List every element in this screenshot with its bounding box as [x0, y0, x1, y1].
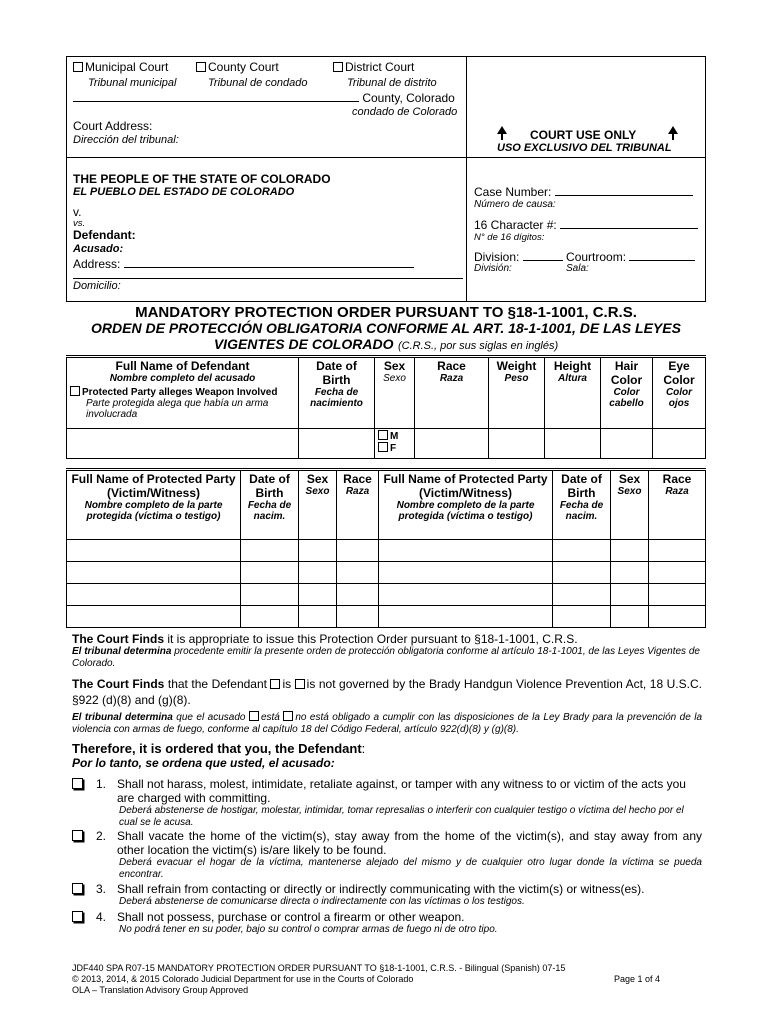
- def-name-cell[interactable]: [67, 429, 299, 459]
- arrow-up-icon: [497, 121, 507, 139]
- def-weight-cell[interactable]: [489, 429, 545, 459]
- height-header: Height Altura: [545, 357, 601, 429]
- table-row: [67, 562, 706, 584]
- brady-is-checkbox[interactable]: [270, 679, 280, 689]
- versus: v.: [73, 205, 82, 219]
- checkbox[interactable]: [333, 62, 343, 72]
- courtroom-field[interactable]: [629, 250, 695, 261]
- order-title: MANDATORY PROTECTION ORDER PURSUANT TO §18-1-1001, C.R.S.: [135, 304, 637, 321]
- municipal-court-option[interactable]: Municipal Court: [73, 60, 168, 74]
- table-row: [67, 584, 706, 606]
- sex-header: Sex Sexo: [375, 357, 415, 429]
- checkbox[interactable]: [378, 442, 388, 452]
- race-header: Race Raza: [415, 357, 489, 429]
- district-court-es: Tribunal de distrito: [347, 77, 437, 89]
- weight-header: Weight Peso: [489, 357, 545, 429]
- prot-name-header-2: Full Name of Protected Party (Victim/Witness) Nombre completo de la parte protegida (víctima o testigo): [379, 470, 553, 540]
- char16-field[interactable]: [560, 218, 698, 229]
- caption-divider-vertical: [466, 56, 467, 302]
- checkbox[interactable]: [73, 62, 83, 72]
- division-es: División:: [474, 263, 512, 274]
- division-field[interactable]: [523, 250, 563, 261]
- sex-m-option[interactable]: M: [378, 430, 411, 442]
- case-number-row: Case Number:: [474, 185, 693, 199]
- order-item-2: 2. Shall vacate the home of the victim(s), stay away from the home of the victim(s), and stay away from any other location the victim(s) is/are likely to be found. Deberá evacuar el hogar de la víctima, mantenerse alejado del mismo y de cualquier otro lugar donde la víctima se pueda encontrar.: [72, 829, 702, 881]
- division-row: Division: Courtroom:: [474, 250, 695, 264]
- def-dob-cell[interactable]: [299, 429, 375, 459]
- protected-party-table: [66, 468, 706, 628]
- court-use-only-es: USO EXCLUSIVO DEL TRIBUNAL: [497, 142, 672, 154]
- people-heading-es: EL PUEBLO DEL ESTADO DE COLORADO: [73, 186, 295, 198]
- district-court-option[interactable]: District Court: [333, 60, 414, 74]
- prot-name-header-1: Full Name of Protected Party (Victim/Witness) Nombre completo de la parte protegida (víctima o testigo): [67, 470, 241, 540]
- char16-es: N° de 16 dígitos:: [474, 232, 545, 243]
- county-colorado-es: condado de Colorado: [352, 106, 458, 118]
- arrow-up-icon: [668, 121, 678, 139]
- eye-header: Eye Color Color ojos: [653, 357, 706, 429]
- people-heading: THE PEOPLE OF THE STATE OF COLORADO: [73, 172, 331, 186]
- finding-1: The Court Finds it is appropriate to issue this Protection Order pursuant to §18-1-1001, C.R.S. El tribunal determina procedente emitir la presente orden de protección obligatoria conforme al artículo 18-1-1001, de las Leyes Vigentes de Colorado.: [72, 632, 700, 669]
- court-use-only: COURT USE ONLY: [530, 128, 637, 142]
- order-2-checkbox[interactable]: [72, 830, 83, 841]
- def-hair-cell[interactable]: [601, 429, 653, 459]
- hair-header: Hair Color Color cabello: [601, 357, 653, 429]
- court-address-label: Court Address:: [73, 119, 153, 133]
- prot-race-header-2: Race Raza: [649, 470, 706, 540]
- defendant-info-table: [66, 355, 706, 459]
- checkbox[interactable]: [378, 430, 388, 440]
- def-eye-cell[interactable]: [653, 429, 706, 459]
- defendant-label-es: Acusado:: [73, 243, 124, 255]
- county-court-option[interactable]: County Court: [196, 60, 279, 74]
- defendant-address-es: Domicilio:: [73, 280, 121, 292]
- def-height-cell[interactable]: [545, 429, 601, 459]
- defendant-address-row: Address:: [73, 257, 414, 271]
- court-address-es: Dirección del tribunal:: [73, 134, 179, 146]
- order-title-es: ORDEN DE PROTECCIÓN OBLIGATORIA CONFORME AL ART. 18-1-1001, DE LAS LEYES: [91, 320, 681, 336]
- prot-sex-header-1: Sex Sexo: [299, 470, 337, 540]
- checkbox[interactable]: [70, 386, 80, 396]
- case-number-es: Número de causa:: [474, 199, 556, 210]
- finding-2: The Court Finds that the Defendant is is not governed by the Brady Handgun Violence Prevention Act, 18 U.S.C. §922 (d)(8) and (g)(8). El tribunal determina que el acusado está no está obligado a cumplir con las disposiciones de la Ley Brady para la prevención de la violencia con armas de fuego, conforme al capítulo 18 del Código Federal, artículo 922(d)(8) y (g)(8).: [72, 677, 703, 735]
- weapon-option[interactable]: Protected Party alleges Weapon Involved: [70, 386, 295, 398]
- brady-is-not-checkbox[interactable]: [295, 679, 305, 689]
- dob-header: Date of Birth Fecha de nacimiento: [299, 357, 375, 429]
- case-number-field[interactable]: [555, 185, 693, 196]
- order-4-checkbox[interactable]: [72, 911, 83, 922]
- footer: JDF440 SPA R07-15 MANDATORY PROTECTION ORDER PURSUANT TO §18-1-1001, C.R.S. - Bilingual (Spanish) 07-15 © 2013, 2014, & 2015 Colorado Judicial Department for use in the Courts of Colorado Page 1 of 4 OLA – Translation Advisory Group Approved: [72, 963, 661, 995]
- page-number: Page 1 of 4: [614, 974, 661, 984]
- char16-row: 16 Character #:: [474, 218, 698, 232]
- checkbox[interactable]: [196, 62, 206, 72]
- def-sex-cell: [375, 429, 415, 459]
- prot-race-header-1: Race Raza: [337, 470, 379, 540]
- caption-divider-horizontal: [66, 157, 706, 158]
- order-item-3: 3. Shall refrain from contacting or directly or indirectly communicating with the victim(s) or witness(es). Deberá abstenerse de comunicarse directa o indirectamente con las víctimas o los testigos.: [72, 882, 702, 908]
- prot-sex-header-2: Sex Sexo: [611, 470, 649, 540]
- def-race-cell[interactable]: [415, 429, 489, 459]
- table-row: [67, 606, 706, 628]
- versus-es: vs.: [73, 218, 86, 229]
- order-item-4: 4. Shall not possess, purchase or control a firearm or other weapon. No podrá tener en su poder, bajo su control o comprar armas de fuego ni de otro tipo.: [72, 910, 702, 936]
- order-3-checkbox[interactable]: [72, 883, 83, 894]
- defendant-address-field[interactable]: [124, 257, 414, 268]
- def-name-header: Full Name of Defendant Nombre completo del acusado Protected Party alleges Weapon Involved Parte protegida alega que había un arma involucrada: [67, 357, 299, 429]
- sex-f-option[interactable]: F: [378, 442, 411, 454]
- brady-esta-checkbox[interactable]: [249, 711, 259, 721]
- prot-dob-header-2: Date of Birth Fecha de nacim.: [553, 470, 611, 540]
- address-line-2[interactable]: [73, 278, 463, 279]
- defendant-label: Defendant:: [73, 228, 136, 242]
- order-item-1: 1. Shall not harass, molest, intimidate, retaliate against, or tamper with any witness to or victim of the acts you are charged with committing. Deberá abstenerse de hostigar, molestar, intimidar, tomar represalias o interferir con cualquier testigo o víctima del hecho por el cual se le acusa.: [72, 777, 702, 829]
- therefore-heading: Therefore, it is ordered that you, the Defendant: Por lo tanto, se ordena que usted, el acusado:: [72, 741, 366, 770]
- brady-no-esta-checkbox[interactable]: [283, 711, 293, 721]
- order-title-es-line2: VIGENTES DE COLORADO (C.R.S., por sus siglas en inglés): [213, 336, 559, 352]
- table-row: [67, 540, 706, 562]
- county-name-field[interactable]: [73, 91, 359, 102]
- municipal-court-es: Tribunal municipal: [88, 77, 177, 89]
- courtroom-es: Sala:: [566, 263, 589, 274]
- prot-dob-header-1: Date of Birth Fecha de nacim.: [241, 470, 299, 540]
- county-court-es: Tribunal de condado: [208, 77, 308, 89]
- order-1-checkbox[interactable]: [72, 778, 83, 789]
- county-line: County, Colorado: [73, 91, 455, 105]
